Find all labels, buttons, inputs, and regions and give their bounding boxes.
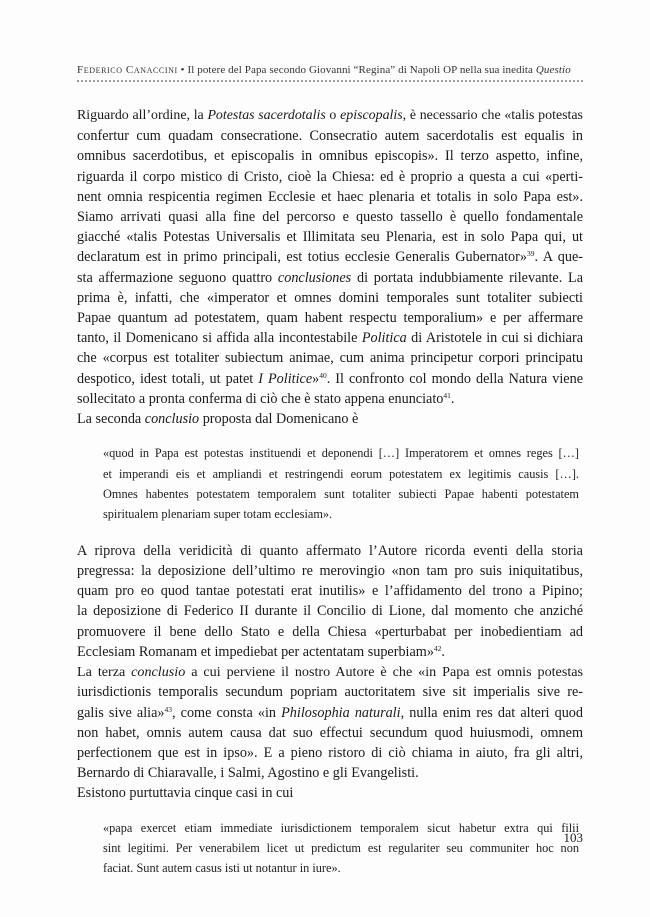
header-author: Federico Canaccini (77, 64, 178, 76)
text-line: declaratum est in primo principali, est totius ecclesie Generalis Gubernator»$^{39}$. A que- (77, 249, 583, 266)
page-number: 103 (563, 830, 583, 845)
text-line: la deposizione di Federico II durante il Concilio di Lione, dal momento che anziché (77, 603, 583, 620)
text-line: confertur cum quadam consecratione. Consecratio autem sacerdotalis est equalis in (77, 128, 583, 145)
text-line: Ecclesiam Romanam et impediebat per actentatam superbiam»$^{42}$. (77, 643, 445, 660)
block-quote-2 (103, 818, 579, 879)
text-line: prima è, infatti, che «imperator et omnes domini temporales sunt totaliter subiecti (77, 289, 583, 306)
footnote-ref: 42 (433, 643, 442, 653)
quote-line: et imperandi eis et ampliandi et restringendi eorum potestatem ex legitimis causis […]. (103, 466, 579, 481)
text-line: La seconda conclusio proposta dal Domenicano è (77, 411, 359, 428)
text-line: promuovere il bene dello Stato e della Chiesa «perturbabat per inobedientiam ad (77, 623, 583, 640)
footnote-ref: 39 (526, 249, 535, 259)
text-line: iurisdictionis temporalis secundum popriam auctoritatem sive sit imperialis sive re- (77, 684, 583, 701)
footnote-ref: 43 (164, 704, 172, 714)
text-line: giacché «talis Potestas Universalis et Illimitata seu Plenaria, est in solo Papa qui, ut (77, 229, 583, 246)
text-line: despotico, idest totali, ut patet I Politice»$^{40}$. Il confronto col mondo della Natura viene (77, 370, 583, 387)
header-separator: • (180, 64, 185, 76)
quote-line: sint legitimi. Per venerabilem licet ut predictum est regulariter seu communiter hoc non (103, 840, 579, 855)
text-line: Esistono purtuttavia cinque casi in cui (77, 785, 294, 802)
text-line: Bernardo di Chiaravalle, i Salmi, Agostino e gli Evangelisti. (77, 765, 419, 782)
text-line: riguarda il corpo mistico di Cristo, cioè la Chiesa: ed è proprio a questa a cui «perti- (77, 168, 583, 185)
quote-line: faciat. Sunt autem casus isti ut notantur in iure». (103, 861, 341, 876)
text-line: Riguardo all’ordine, la Potestas sacerdotalis o episcopalis, è necessario che «talis potestas (77, 108, 583, 123)
text-line: Papae quantum ad potestatem, quam habent respectu temporalium» e per affermare (77, 310, 583, 327)
text-line: sta affermazione seguono quattro conclusiones di portata indubbiamente rilevante. La (77, 269, 583, 286)
block-quote-1 (103, 443, 579, 525)
text-line: Siamo arrivati quasi alla fine del percorso e questo tassello è quello fondamentale (77, 209, 583, 226)
text-line: pregressa: la deposizione dell’ultimo re merovingio «non tam pro suis iniquitatibus, (77, 563, 583, 580)
text-line: quam pro eo quod tantae potestati erat inutilis» e l’affidamento del trono a Pipino; (77, 583, 583, 600)
quote-line: «quod in Papa est potestas instituendi et deponendi […] Imperatorem et omnes reges […] (103, 446, 579, 461)
text-line: galis sive alia»$^{43}$, come consta «in Philosophia naturali, nulla enim res dat alteri quod (77, 704, 583, 721)
text-line: tanto, il Domenicano si affida alla incontestabile Politica di Aristotele in cui si dichiara (77, 330, 583, 347)
footnote-ref: 40 (319, 370, 327, 380)
text-line: non habet, omnis autem causa dat suo effectui secundum quod huiusmodi, omnem (77, 724, 583, 741)
main-text (77, 106, 583, 879)
text-line: La terza conclusio a cui perviene il nostro Autore è che «in Papa est omnis potestas (77, 664, 583, 681)
footnote-ref: 41 (443, 390, 451, 400)
header-title: Il potere del Papa secondo Giovanni “Regina” di Napoli OP nella sua inedita (187, 64, 534, 76)
running-header (77, 64, 583, 76)
text-line: A riprova della veridicità di quanto affermato l’Autore ricorda eventi della storia (77, 542, 583, 559)
text-line: sollecitato a pronta conferma di ciò che è stato appena enunciato$^{41}$. (77, 390, 455, 407)
quote-line: Omnes habentes potestatem temporalem sunt totaliter subiecti Papae habenti potestatem (103, 487, 579, 502)
quote-line: spiritualem plenariam super totam ecclesiam». (103, 507, 333, 522)
paragraph-2 (77, 541, 583, 804)
header-title-italic: Questio (535, 64, 571, 76)
text-line: perfectionem que est in ipso». E a pieno ristoro di ciò chiama in aiuto, fra gli altri, (77, 744, 583, 761)
text-line: omnibus sacerdotibus, et episcopalis in omnibus episcopis». Il terzo aspetto, infine, (77, 148, 583, 165)
header-dotted-rule (77, 80, 583, 82)
quote-line: «papa exercet etiam immediate iurisdictionem temporalem sicut habetur extra qui filii (103, 820, 579, 835)
paragraph-1 (77, 106, 583, 429)
text-line: che «corpus est totaliter subiectum animae, cum anima principetur corpori principatu (77, 350, 583, 367)
text-line: nent omnia respicentia regimen Ecclesie et haec plenaria et totalis in solo Papa est». (77, 188, 583, 205)
